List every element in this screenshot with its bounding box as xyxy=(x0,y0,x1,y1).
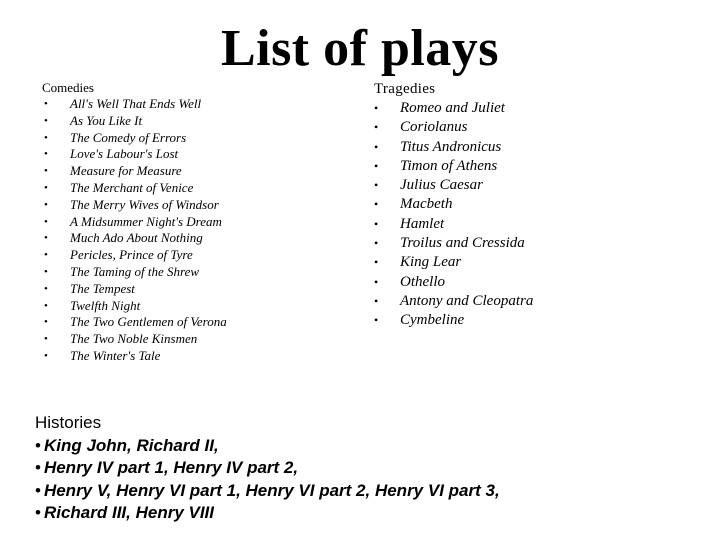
list-item: • The Winter's Tale xyxy=(44,347,161,363)
list-item: • Coriolanus xyxy=(374,118,533,137)
histories-heading: Histories xyxy=(35,413,102,432)
histories-section xyxy=(35,412,500,525)
bullet-icon: • xyxy=(374,139,379,154)
bullet-icon: • xyxy=(44,181,48,194)
bullet-icon: • xyxy=(374,216,379,231)
bullet-icon: • xyxy=(44,198,48,211)
list-item: • Timon of Athens xyxy=(374,157,533,176)
list-item: • The Tempest xyxy=(44,280,135,296)
list-item: • The Two Gentlemen of Verona xyxy=(44,314,227,330)
tragedies-list xyxy=(374,99,533,331)
histories-line: • Henry IV part 1, Henry IV part 2, xyxy=(35,458,299,478)
bullet-icon: • xyxy=(44,249,48,262)
list-item: • All's Well That Ends Well xyxy=(44,96,202,111)
bullet-icon: • xyxy=(44,114,48,127)
bullet-icon: • xyxy=(35,503,41,523)
bullet-icon: • xyxy=(374,255,379,270)
bullet-icon: • xyxy=(374,158,379,173)
list-item: • Troilus and Cressida xyxy=(374,234,533,253)
bullet-icon: • xyxy=(35,458,41,478)
histories-line: • King John, Richard II, xyxy=(35,435,219,455)
list-item: • The Merry Wives of Windsor xyxy=(44,196,219,212)
list-item: • Othello xyxy=(374,273,533,292)
comedies-list xyxy=(42,96,227,365)
bullet-icon: • xyxy=(44,349,48,362)
list-item: • Antony and Cleopatra xyxy=(374,292,533,311)
list-item: • The Merchant of Venice xyxy=(44,179,194,195)
bullet-icon: • xyxy=(35,435,41,455)
bullet-icon: • xyxy=(35,480,41,500)
list-item: • As You Like It xyxy=(44,112,143,128)
bullet-icon: • xyxy=(44,131,48,144)
list-item: • King Lear xyxy=(374,253,533,272)
list-item: • Julius Caesar xyxy=(374,176,533,195)
comedies-heading: Comedies xyxy=(42,80,94,95)
tragedies-section xyxy=(374,80,533,331)
list-item: • Twelfth Night xyxy=(44,297,141,313)
bullet-icon: • xyxy=(44,215,48,228)
list-item: • Hamlet xyxy=(374,215,533,234)
bullet-icon: • xyxy=(44,299,48,312)
bullet-icon: • xyxy=(374,197,379,212)
list-item: • Much Ado About Nothing xyxy=(44,230,203,246)
bullet-icon: • xyxy=(44,98,48,110)
comedies-section xyxy=(42,80,227,365)
page-title: List of plays xyxy=(220,20,500,77)
bullet-icon: • xyxy=(374,236,379,251)
list-item: • The Two Noble Kinsmen xyxy=(44,331,198,347)
list-item: • The Comedy of Errors xyxy=(44,129,187,145)
bullet-icon: • xyxy=(374,293,379,308)
list-item: • The Taming of the Shrew xyxy=(44,263,200,279)
list-item: • Macbeth xyxy=(374,195,533,214)
bullet-icon: • xyxy=(374,274,379,289)
bullet-icon: • xyxy=(44,232,48,245)
bullet-icon: • xyxy=(44,316,48,329)
bullet-icon: • xyxy=(44,165,48,178)
list-item: • Cymbeline xyxy=(374,311,533,330)
list-item: • Titus Andronicus xyxy=(374,138,533,157)
bullet-icon: • xyxy=(44,265,48,278)
list-item: • Romeo and Juliet xyxy=(374,99,533,118)
bullet-icon: • xyxy=(374,178,379,193)
bullet-icon: • xyxy=(44,333,48,346)
list-item: • Pericles, Prince of Tyre xyxy=(44,247,193,263)
histories-line: • Richard III, Henry VIII xyxy=(35,503,215,523)
list-item: • Measure for Measure xyxy=(44,163,182,179)
bullet-icon: • xyxy=(44,282,48,295)
list-item: • A Midsummer Night's Dream xyxy=(44,213,222,229)
bullet-icon: • xyxy=(374,120,379,135)
bullet-icon: • xyxy=(374,101,379,115)
list-item: • Love's Labour's Lost xyxy=(44,146,179,162)
tragedies-heading: Tragedies xyxy=(374,81,436,97)
bullet-icon: • xyxy=(374,313,379,328)
bullet-icon: • xyxy=(44,148,48,161)
histories-line: • Henry V, Henry VI part 1, Henry VI part 2, Henry VI part 3, xyxy=(35,480,500,500)
